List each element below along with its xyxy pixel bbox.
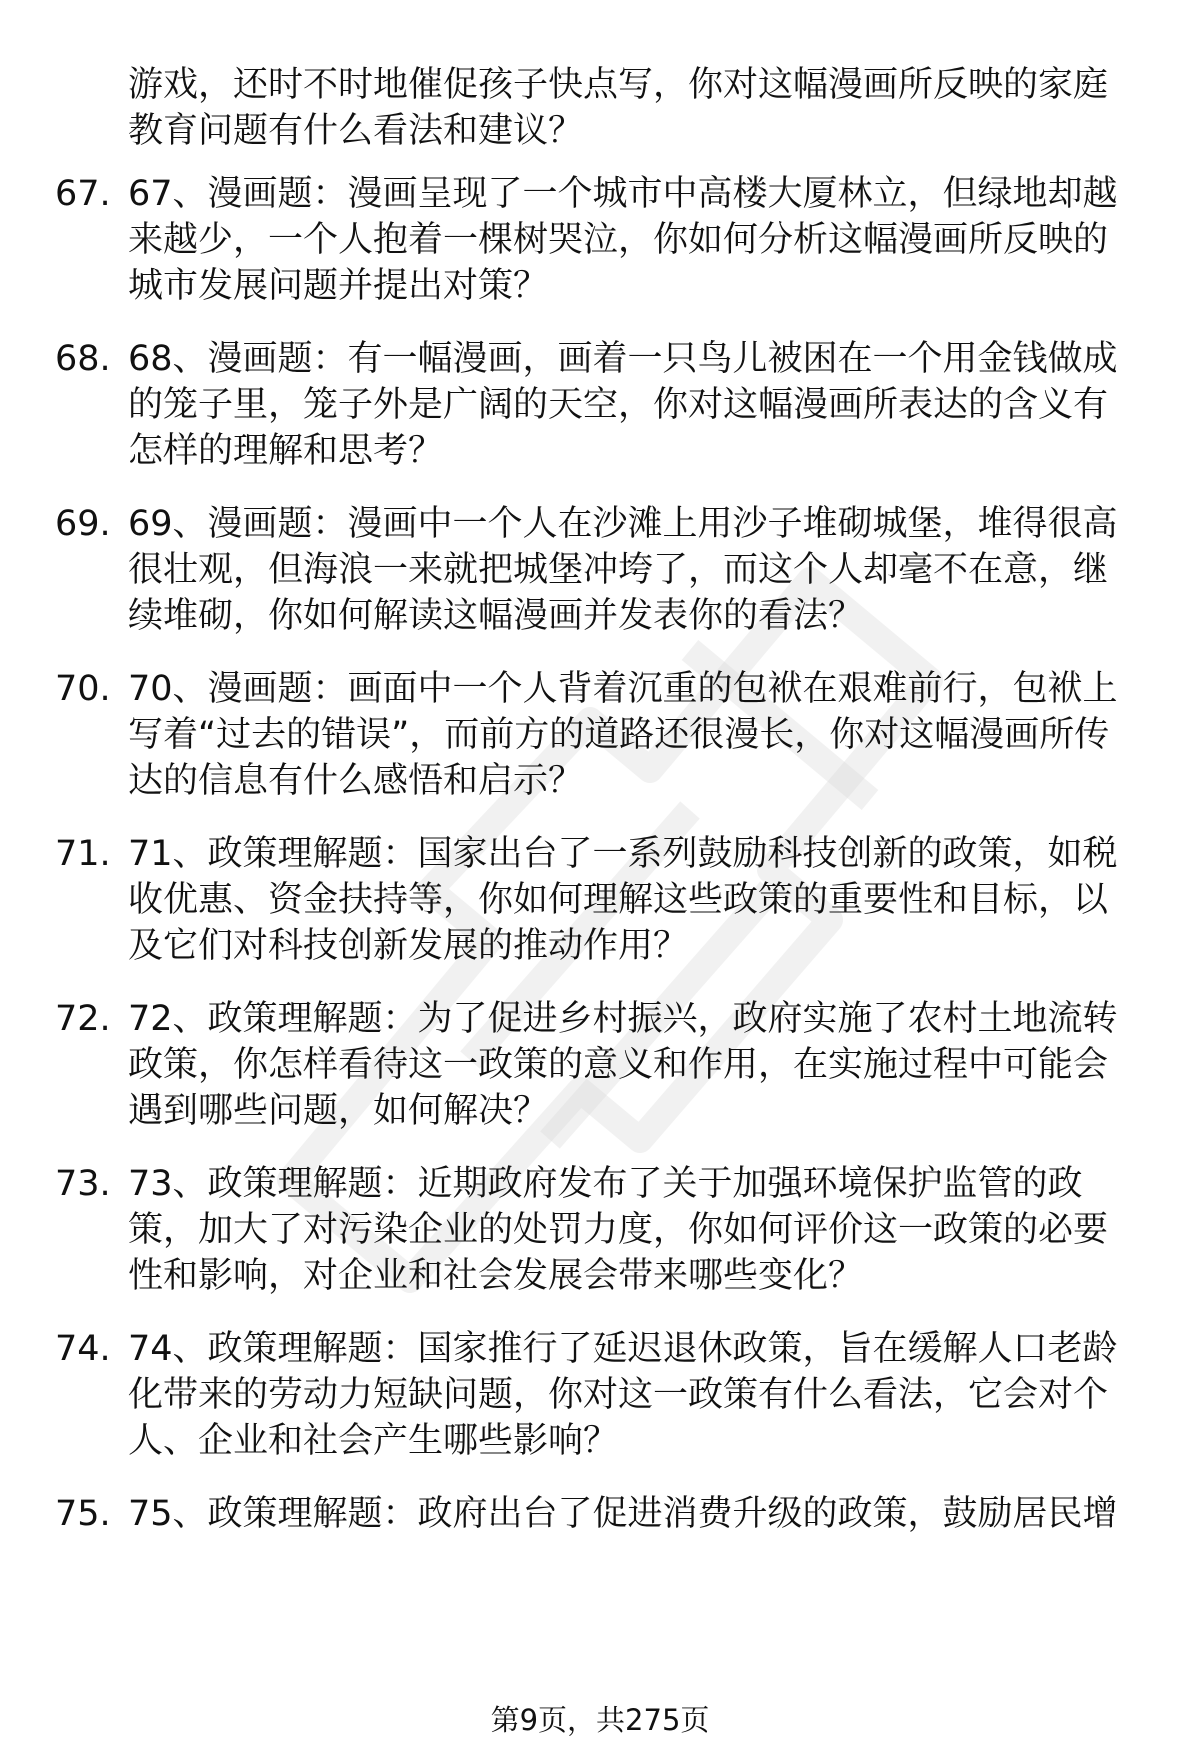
question-number: 68. [55, 339, 111, 379]
question-text: 73、政策理解题：近期政府发布了关于加强环境保护监管的政策，加大了对污染企业的处罚力度，你如何评价这一政策的必要性和影响，对企业和社会发展会带来哪些变化？ [128, 1164, 1109, 1296]
question-text: 75、政策理解题：政府出台了促进消费升级的政策，鼓励居民增 [128, 1494, 1118, 1534]
question-text: 71、政策理解题：国家出台了一系列鼓励科技创新的政策，如税收优惠、资金扶持等，你如何理解这些政策的重要性和目标，以及它们对科技创新发展的推动作用？ [128, 834, 1118, 966]
question-text: 68、漫画题：有一幅漫画，画着一只鸟儿被困在一个用金钱做成的笼子里，笼子外是广阔的天空，你对这幅漫画所表达的含义有怎样的理解和思考？ [128, 339, 1118, 471]
continued-paragraph: 游戏，还时不时地催促孩子快点写，你对这幅漫画所反映的家庭教育问题有什么看法和建议？ [128, 65, 1109, 151]
page-footer: 第9页，共275页 [490, 1703, 710, 1737]
question-text: 69、漫画题：漫画中一个人在沙滩上用沙子堆砌城堡，堆得很高很壮观，但海浪一来就把城堡冲垮了，而这个人却毫不在意，继续堆砌，你如何解读这幅漫画并发表你的看法？ [128, 504, 1118, 636]
question-number: 71. [55, 834, 111, 874]
question-number: 70. [55, 669, 111, 709]
question-number: 67. [55, 174, 111, 214]
question-text: 74、政策理解题：国家推行了延迟退休政策，旨在缓解人口老龄化带来的劳动力短缺问题，你对这一政策有什么看法，它会对个人、企业和社会产生哪些影响？ [128, 1329, 1118, 1461]
question-number: 69. [55, 504, 111, 544]
question-number: 73. [55, 1164, 111, 1204]
question-number: 72. [55, 999, 111, 1039]
question-text: 67、漫画题：漫画呈现了一个城市中高楼大厦林立，但绿地却越来越少，一个人抱着一棵树哭泣，你如何分析这幅漫画所反映的城市发展问题并提出对策？ [128, 174, 1118, 306]
question-number: 75. [55, 1494, 111, 1534]
question-text: 70、漫画题：画面中一个人背着沉重的包袱在艰难前行，包袱上写着“过去的错误”，而前方的道路还很漫长，你对这幅漫画所传达的信息有什么感悟和启示？ [128, 669, 1118, 801]
question-text: 72、政策理解题：为了促进乡村振兴，政府实施了农村土地流转政策，你怎样看待这一政策的意义和作用，在实施过程中可能会遇到哪些问题，如何解决？ [128, 999, 1118, 1131]
question-number: 74. [55, 1329, 111, 1369]
